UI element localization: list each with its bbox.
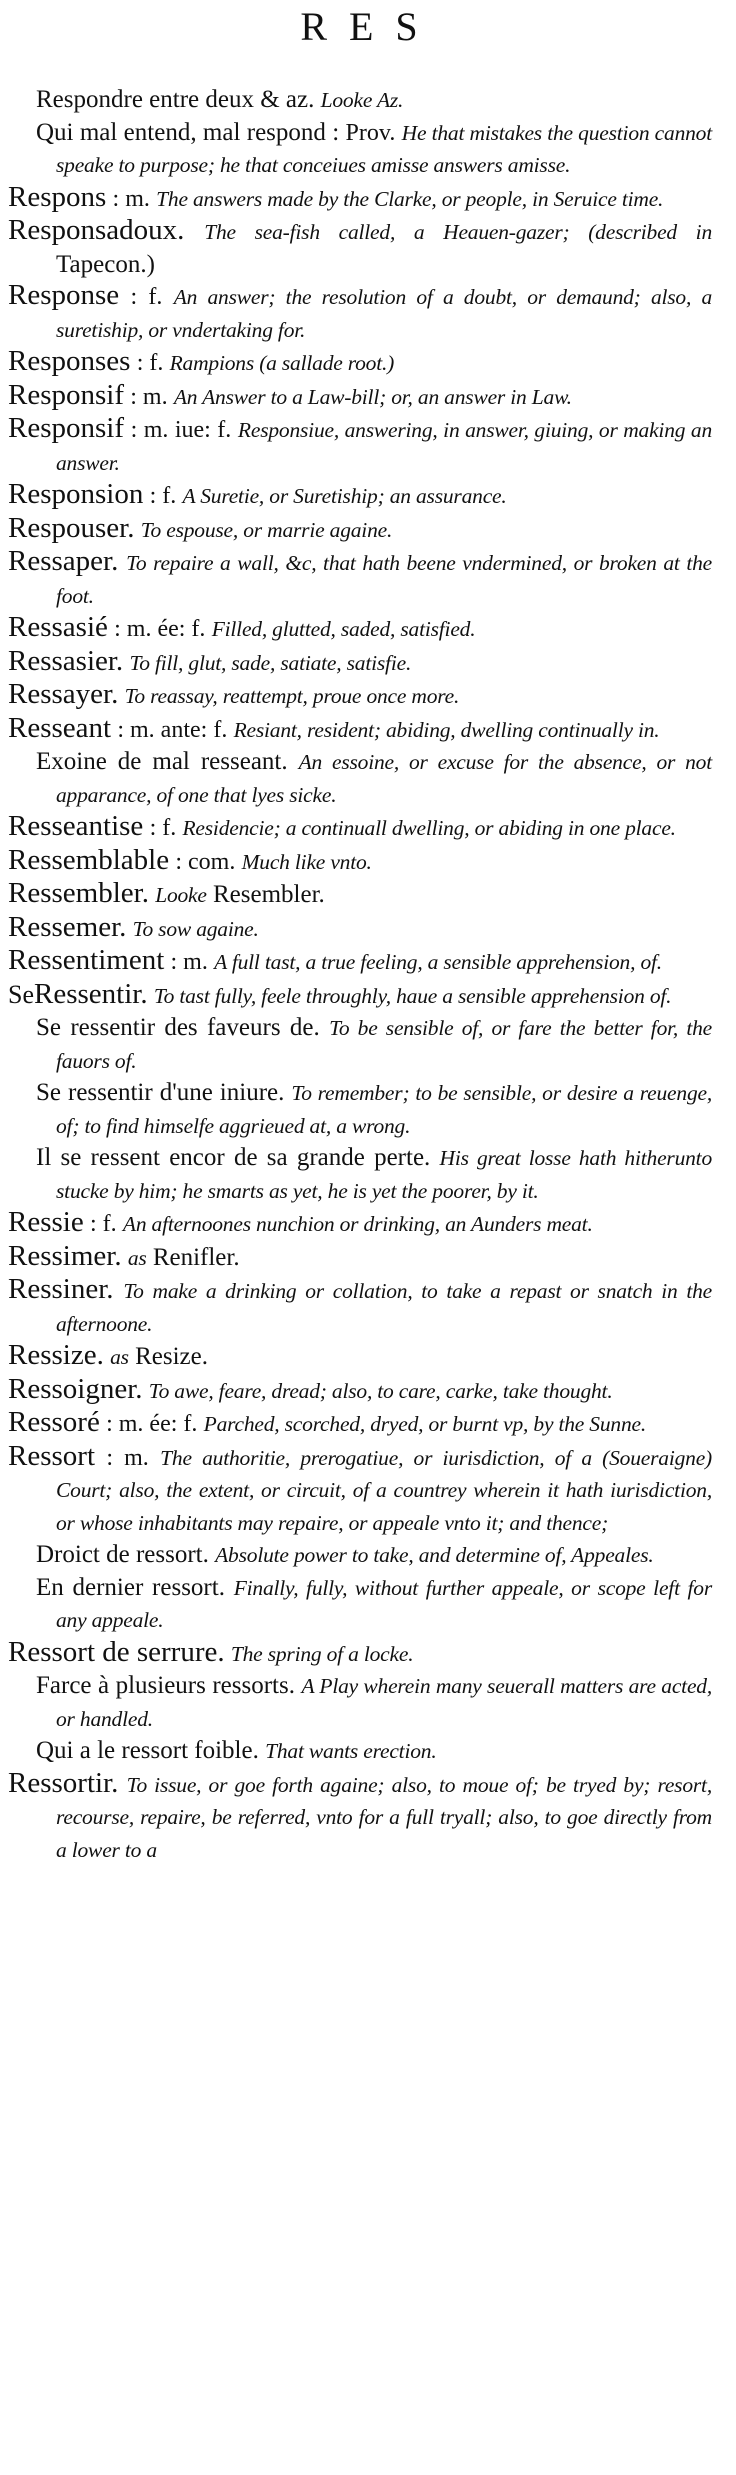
headword: Responsadoux. <box>8 214 185 246</box>
grammar-label: : m. ée: f. <box>114 616 206 642</box>
headword: Ressoré <box>8 1406 100 1438</box>
dictionary-entry <box>8 182 712 216</box>
dictionary-entry <box>8 1441 712 1540</box>
grammar-label: : f. <box>136 350 164 376</box>
grammar-label: : m. <box>106 1444 149 1471</box>
english-gloss: To issue, or goe forth againe; also, to moue of; be tryed by; resort, recourse, repaire, be referred, vnto for a full tryall; also, to goe directly from a lower to a <box>56 1772 713 1862</box>
cross-reference: Renifler. <box>152 1243 240 1271</box>
english-gloss: Finally, fully, without further appeale, or scope left for any appeale. <box>56 1575 713 1632</box>
english-gloss: To awe, feare, dread; also, to care, carke, take thought. <box>148 1378 613 1403</box>
dictionary-entry <box>8 1340 712 1374</box>
headword: Droict de ressort. <box>36 1541 209 1568</box>
dictionary-entry <box>8 215 712 280</box>
dictionary-entry <box>8 380 712 414</box>
english-gloss: An essoine, or excuse for the absence, or not apparance, of one that lyes sicke. <box>56 750 712 807</box>
headword: Ressimer. <box>8 1239 122 1272</box>
sub-entry <box>8 1735 712 1768</box>
headword: Qui a le ressort foible. <box>36 1737 259 1764</box>
english-gloss: Parched, scorched, dryed, or burnt vp, by the Sunne. <box>203 1412 647 1436</box>
english-gloss: An answer; the resolution of a doubt, or demaund; also, a suretiship, or vndertaking for. <box>56 285 713 342</box>
dictionary-entry <box>8 979 712 1013</box>
english-gloss: The answers made by the Clarke, or people, in Seruice time. <box>156 186 664 211</box>
headword: Respouser. <box>8 511 135 544</box>
dictionary-entry <box>8 1241 712 1275</box>
dictionary-entry <box>8 280 712 346</box>
dictionary-entry <box>8 1274 712 1340</box>
headword: Ressemblable <box>8 843 170 876</box>
headword: Farce à plusieurs ressorts. <box>36 1672 295 1699</box>
headword: Responsif <box>8 412 124 444</box>
headword: Ressentiment <box>8 944 165 976</box>
headword: Ressie <box>8 1206 84 1238</box>
headword: Se ressentir d'une iniure. <box>36 1079 285 1106</box>
grammar-label: Prov. <box>345 119 396 146</box>
sub-entry <box>8 1670 712 1735</box>
grammar-label: : m. <box>112 185 150 212</box>
headword: Ressayer. <box>8 678 119 710</box>
sub-entry <box>8 1142 712 1207</box>
headword: Ressasier. <box>8 644 124 677</box>
english-gloss: Resiant, resident; abiding, dwelling continually in. <box>233 717 660 742</box>
dictionary-entry <box>8 945 712 979</box>
english-gloss: To reassay, reattempt, proue once more. <box>124 684 460 708</box>
english-gloss: To remember; to be sensible, or desire a reuenge, of; to find himselfe aggrieued at, a wrong. <box>56 1081 713 1138</box>
dictionary-entry <box>8 612 712 646</box>
english-gloss: A Suretie, or Suretiship; an assurance. <box>182 484 507 508</box>
english-gloss: Much like vnto. <box>241 849 372 874</box>
running-head: RES <box>300 4 440 49</box>
english-gloss: That wants erection. <box>265 1739 437 1763</box>
dictionary-entry <box>8 479 712 513</box>
headword: Exoine de mal resseant. <box>36 748 288 775</box>
english-gloss: The spring of a locke. <box>230 1641 414 1666</box>
dictionary-entry <box>8 811 712 845</box>
english-gloss: To repaire a wall, &c, that hath beene vndermined, or broken at the foot. <box>56 551 713 608</box>
headword: Response <box>8 279 120 311</box>
headword: Ressort <box>8 1439 95 1472</box>
dictionary-entry <box>8 1374 712 1408</box>
english-gloss: An Answer to a Law-bill; or, an answer in Law. <box>173 384 572 409</box>
dictionary-entry <box>8 513 712 547</box>
grammar-label: : m. ante: f. <box>117 716 228 743</box>
grammar-label: : f. <box>149 815 177 841</box>
english-gloss: To be sensible of, or fare the better for, the fauors of. <box>56 1016 712 1073</box>
english-gloss: A full tast, a true feeling, a sensible apprehension, of. <box>214 950 662 974</box>
grammar-label: : m. iue: f. <box>130 417 232 443</box>
english-gloss: Rampions (a sallade root.) <box>169 351 395 375</box>
english-gloss: The authoritie, prerogatiue, or iurisdiction, of a (Soueraigne) Court; also, the extent, or circuit, of a countrey wherein it hath iurisdiction, or whose inhabitants may repaire, or appeale vnto it; and thence; <box>56 1445 713 1535</box>
dictionary-entry <box>8 646 712 680</box>
headword: Resseant <box>8 711 112 744</box>
dictionary-entry <box>8 413 712 479</box>
dictionary-entry <box>8 1407 712 1441</box>
cross-reference: Resembler. <box>213 881 325 908</box>
headword: Ressoigner. <box>8 1372 143 1405</box>
dictionary-entry <box>8 546 712 612</box>
english-gloss: Responsiue, answering, in answer, giuing, or making an answer. <box>56 418 713 475</box>
sub-entry <box>8 746 712 811</box>
english-gloss: Filled, glutted, saded, satisfied. <box>211 617 476 641</box>
dictionary-entry <box>8 878 712 912</box>
headword: Ressortir. <box>8 1766 119 1799</box>
headword: Qui mal entend, mal respond : <box>36 118 340 146</box>
cross-reference: Resize. <box>135 1343 208 1370</box>
sub-entry <box>8 1539 712 1572</box>
english-gloss: as <box>127 1245 147 1270</box>
entry-list <box>8 84 712 1866</box>
headword: Respons <box>8 180 107 213</box>
headword: En dernier ressort. <box>36 1573 225 1601</box>
english-gloss: Residencie; a continuall dwelling, or abiding in one place. <box>182 816 676 840</box>
english-gloss: He that mistakes the question cannot speake to purpose; he that conceiues amisse answers amisse. <box>56 120 712 177</box>
english-gloss: Looke Az. <box>320 88 404 112</box>
english-gloss: To fill, glut, sade, satiate, satisfie. <box>129 650 412 675</box>
english-gloss: An afternoones nunchion or drinking, an Aunders meat. <box>122 1212 593 1236</box>
grammar-label: : f. <box>89 1211 117 1237</box>
dictionary-entry <box>8 713 712 747</box>
headword: Respondre entre deux & az. <box>36 86 315 113</box>
grammar-label: : m. <box>130 383 168 410</box>
english-gloss: Absolute power to take, and determine of, Appeales. <box>215 1543 654 1567</box>
dictionary-entry <box>8 912 712 946</box>
english-gloss: To espouse, or marrie againe. <box>140 517 393 542</box>
sub-entry <box>8 1077 712 1142</box>
headword: Ressembler. <box>8 877 149 909</box>
dictionary-entry <box>8 845 712 879</box>
headword: Ressiner. <box>8 1273 114 1305</box>
headword: Responsif <box>8 378 124 411</box>
dictionary-entry <box>8 1207 712 1241</box>
sub-entry <box>8 84 712 117</box>
headword: Se ressentir des faveurs de. <box>36 1014 320 1041</box>
sub-entry <box>8 1572 712 1637</box>
headword: Ressasié <box>8 611 108 643</box>
dictionary-entry <box>8 679 712 713</box>
english-gloss: To sow againe. <box>132 916 259 941</box>
headword: Il se ressent encor de sa grande perte. <box>36 1144 431 1171</box>
headword: Ressize. <box>8 1339 104 1371</box>
sub-entry <box>8 1012 712 1077</box>
headword: Responsion <box>8 478 144 510</box>
english-gloss: His great losse hath hitherunto stucke by him; he smarts as yet, he is yet the poorer, by it. <box>56 1146 713 1203</box>
dictionary-entry <box>8 1768 712 1867</box>
grammar-label: : f. <box>149 483 177 509</box>
grammar-label: : com. <box>175 848 236 875</box>
grammar-label: : f. <box>130 284 163 310</box>
headword: Ressentir. <box>34 977 148 1010</box>
english-gloss: To make a drinking or collation, to take a repast or snatch in the afternoone. <box>56 1279 713 1336</box>
english-gloss: Looke <box>155 883 207 907</box>
cross-reference: Tapecon.) <box>56 250 155 278</box>
headword: Resseantise <box>8 810 144 842</box>
grammar-label: : m. ée: f. <box>106 1411 198 1437</box>
dictionary-entry <box>8 1637 712 1671</box>
headword: Ressort de serrure. <box>8 1635 225 1668</box>
sub-entry <box>8 117 712 182</box>
headword: Ressemer. <box>8 910 127 943</box>
headword: Responses <box>8 345 131 377</box>
entry-prefix: Se <box>8 979 34 1009</box>
headword: Ressaper. <box>8 545 119 577</box>
grammar-label: : m. <box>170 949 208 975</box>
english-gloss: A Play wherein many seuerall matters are acted, or handled. <box>56 1674 713 1731</box>
dictionary-entry <box>8 346 712 380</box>
english-gloss: To tast fully, feele throughly, haue a sensible apprehension of. <box>153 983 672 1008</box>
english-gloss: as <box>110 1345 129 1369</box>
english-gloss: The sea-fish called, a Heauen-gazer; (described in <box>204 220 713 244</box>
